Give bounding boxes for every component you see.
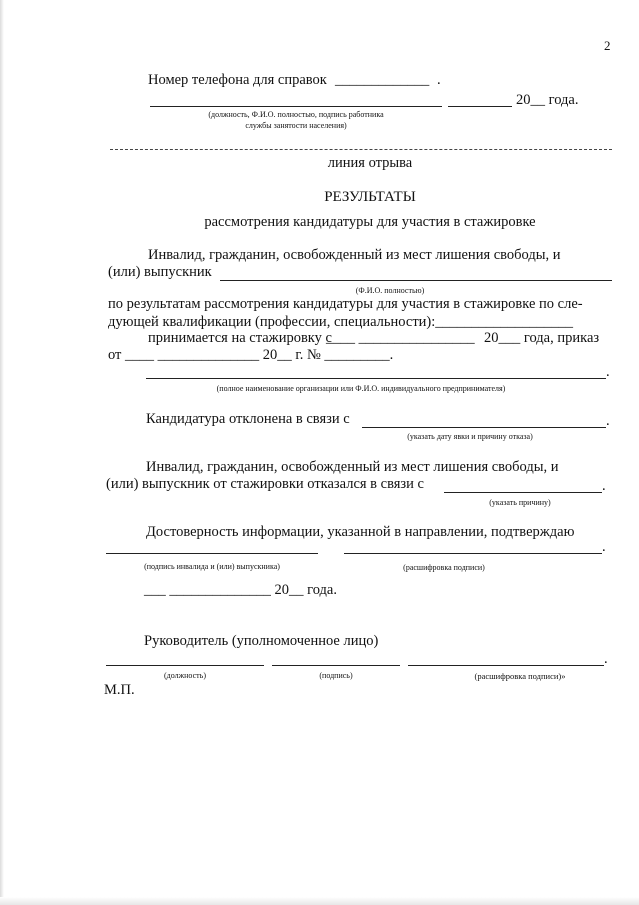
cut-label: линия отрыва (327, 155, 413, 171)
cut-line (110, 149, 612, 150)
block1-line5-blank: ____ ________________ (326, 330, 475, 346)
phone-end: . (437, 72, 441, 88)
block3-line2: (или) выпускник от стажировки отказался в связи с (106, 476, 424, 492)
candidate-decode-caption: (расшифровка подписи) (403, 563, 485, 572)
candidate-decode-line (344, 553, 602, 554)
block1-line3: по результатам рассмотрения кандидатуры для участия в стажировке по сле- (108, 296, 583, 312)
results-title: РЕЗУЛЬТАТЫ (324, 189, 416, 205)
block1-line5-year: 20___ года, приказ (484, 330, 600, 346)
manager-signature-line (272, 665, 400, 666)
signature-caption-line1: (должность, Ф.И.О. полностью, подпись работника (208, 110, 384, 119)
manager-decode-line (408, 665, 604, 666)
manager-title: Руководитель (уполномоченное лицо) (144, 633, 379, 649)
org-caption: (полное наименование организации или Ф.И.О. индивидуального предпринимателя) (216, 384, 506, 393)
reject-caption: (указать дату явки и причину отказа) (407, 432, 533, 441)
block4-line: Достоверность информации, указанной в направлении, подтверждаю (146, 524, 575, 540)
block1-line2-prefix: (или) выпускник (108, 264, 212, 280)
signature-line (150, 106, 442, 107)
block2-label: Кандидатура отклонена в связи с (146, 411, 350, 427)
page-number: 2 (604, 38, 611, 53)
phone-blank: _____________ (335, 72, 430, 88)
decode-line-end: . (602, 539, 606, 555)
block4-date: ___ ______________ 20__ года. (144, 582, 337, 598)
block1-line4: дующей квалификации (профессии, специальности):___________________ (108, 314, 574, 330)
decode-caption: (расшифровка подписи)» (474, 671, 566, 681)
candidate-sign-line (106, 553, 318, 554)
phone-label: Номер телефона для справок (148, 72, 327, 88)
date-line (448, 106, 512, 107)
refuse-reason-line (444, 492, 602, 493)
signature-caption-line2: службы занятости населения) (245, 121, 347, 130)
signature-caption: (подпись) (319, 671, 353, 680)
fio-caption: (Ф.И.О. полностью) (355, 286, 425, 295)
org-line-end: . (606, 364, 610, 380)
reject-line-end: . (606, 413, 610, 429)
seal-mark: М.П. (104, 682, 135, 698)
refuse-caption: (указать причину) (489, 498, 551, 507)
manager-line-end: . (604, 651, 608, 667)
block1-line6: от ____ ______________ 20__ г. № _________. (108, 347, 394, 363)
fio-line (220, 280, 612, 281)
candidate-sign-caption: (подпись инвалида и (или) выпускника) (144, 562, 280, 571)
org-line (146, 378, 606, 379)
scan-edge-bottom (0, 897, 639, 905)
results-subtitle: рассмотрения кандидатуры для участия в стажировке (204, 214, 536, 230)
position-caption: (должность) (164, 671, 206, 680)
refuse-line-end: . (602, 478, 606, 494)
reject-reason-line (362, 427, 606, 428)
year-text: 20__ года. (516, 92, 579, 108)
block1-line1: Инвалид, гражданин, освобожденный из мест лишения свободы, и (148, 247, 561, 263)
scan-edge-left (0, 0, 4, 905)
block1-line5-start: принимается на стажировку с (148, 330, 332, 346)
manager-position-line (106, 665, 264, 666)
block3-line1: Инвалид, гражданин, освобожденный из мест лишения свободы, и (146, 459, 559, 475)
